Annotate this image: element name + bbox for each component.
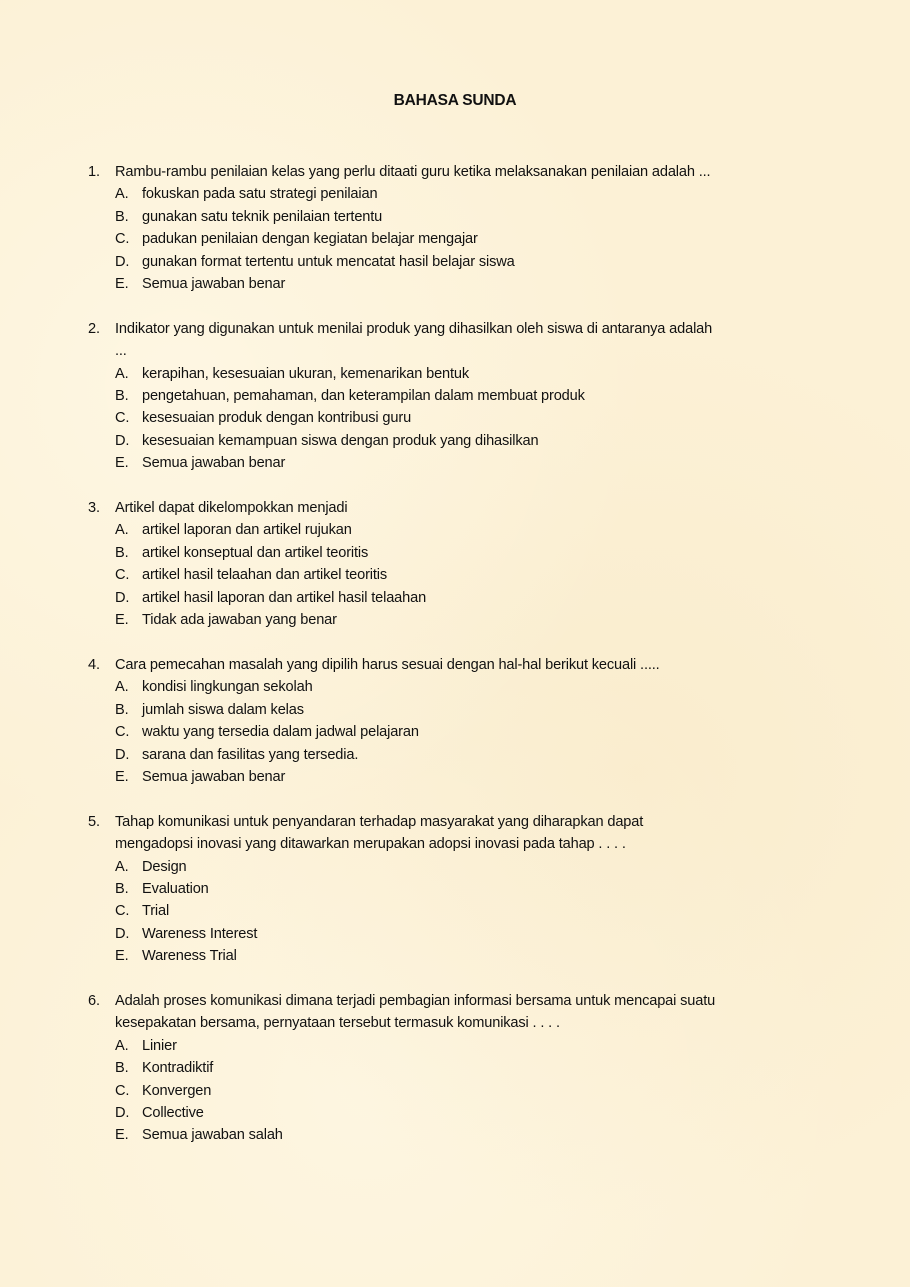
option-letter: B. <box>115 880 129 897</box>
question-3 <box>88 497 828 631</box>
option-letter: C. <box>115 567 130 584</box>
option-text: Evaluation <box>142 880 209 897</box>
answer-option <box>88 878 828 900</box>
option-text: waktu yang tersedia dalam jadwal pelajaran <box>142 724 419 741</box>
answer-option <box>88 1057 828 1079</box>
option-letter: D. <box>115 253 130 270</box>
question-number: 3. <box>88 500 100 517</box>
question-stem <box>88 990 828 1035</box>
question-stem <box>88 161 828 183</box>
option-text: Wareness Trial <box>142 948 237 965</box>
option-text: padukan penilaian dengan kegiatan belajar mengajar <box>142 231 478 248</box>
question-list <box>88 161 828 1169</box>
option-text: Tidak ada jawaban yang benar <box>142 612 337 629</box>
option-letter: B. <box>115 388 129 405</box>
option-letter: E. <box>115 276 129 293</box>
answer-option <box>88 1124 828 1146</box>
option-letter: D. <box>115 589 130 606</box>
answer-option <box>88 542 828 564</box>
question-2 <box>88 318 828 475</box>
option-letter: C. <box>115 1082 130 1099</box>
option-letter: E. <box>115 948 129 965</box>
option-text: artikel laporan dan artikel rujukan <box>142 522 352 539</box>
answer-option <box>88 945 828 967</box>
option-text: kesesuaian kemampuan siswa dengan produk yang dihasilkan <box>142 432 539 449</box>
option-text: Kontradiktif <box>142 1060 214 1077</box>
question-text-line: Adalah proses komunikasi dimana terjadi pembagian informasi bersama untuk mencapai suatu <box>115 992 716 1009</box>
option-text: Design <box>142 858 187 875</box>
answer-option <box>88 923 828 945</box>
option-text: Wareness Interest <box>142 925 258 942</box>
option-letter: A. <box>115 365 129 382</box>
answer-option <box>88 407 828 429</box>
question-text-line: Rambu-rambu penilaian kelas yang perlu ditaati guru ketika melaksanakan penilaian adalah ... <box>115 164 711 180</box>
answer-option <box>88 744 828 766</box>
document-title: BAHASA SUNDA <box>393 92 517 109</box>
option-text: pengetahuan, pemahaman, dan keterampilan dalam membuat produk <box>142 388 585 405</box>
option-text: gunakan format tertentu untuk mencatat hasil belajar siswa <box>142 253 515 270</box>
question-number: 4. <box>88 656 100 673</box>
option-text: artikel konseptual dan artikel teoritis <box>142 544 369 561</box>
option-letter: E. <box>115 455 129 472</box>
option-letter: E. <box>115 1127 129 1144</box>
question-text <box>115 318 712 363</box>
answer-option <box>88 228 828 250</box>
question-text <box>115 161 710 183</box>
option-letter: C. <box>115 724 130 741</box>
answer-option <box>88 206 828 228</box>
question-stem <box>88 318 828 363</box>
question-1 <box>88 161 828 295</box>
answer-option <box>88 676 828 698</box>
option-text: kerapihan, kesesuaian ukuran, kemenarikan bentuk <box>142 365 470 382</box>
answer-option <box>88 699 828 721</box>
answer-option <box>88 183 828 205</box>
option-letter: A. <box>115 858 129 875</box>
question-number: 5. <box>88 813 100 830</box>
option-text: Semua jawaban salah <box>142 1127 283 1144</box>
option-letter: D. <box>115 432 130 449</box>
option-text: fokuskan pada satu strategi penilaian <box>142 186 378 203</box>
option-letter: A. <box>115 522 129 539</box>
option-text: artikel hasil telaahan dan artikel teoritis <box>142 567 388 584</box>
answer-option <box>88 766 828 788</box>
option-text: sarana dan fasilitas yang tersedia. <box>142 746 359 763</box>
option-letter: A. <box>115 1037 129 1054</box>
option-text: artikel hasil laporan dan artikel hasil telaahan <box>142 589 427 606</box>
option-letter: A. <box>115 679 129 696</box>
question-text-line: mengadopsi inovasi yang ditawarkan merupakan adopsi inovasi pada tahap . . . . <box>115 836 626 853</box>
answer-option <box>88 385 828 407</box>
option-text: Collective <box>142 1104 204 1121</box>
answer-option <box>88 251 828 273</box>
option-text: Semua jawaban benar <box>142 455 286 472</box>
question-text-line: Indikator yang digunakan untuk menilai produk yang dihasilkan oleh siswa di antaranya adalah <box>115 320 713 337</box>
answer-option <box>88 587 828 609</box>
answer-option <box>88 564 828 586</box>
option-text: Konvergen <box>142 1082 212 1099</box>
question-number: 2. <box>88 320 100 337</box>
question-5 <box>88 811 828 968</box>
question-text <box>115 654 660 676</box>
question-stem <box>88 811 828 856</box>
option-text: kesesuaian produk dengan kontribusi guru <box>142 410 412 427</box>
question-text <box>115 811 643 856</box>
answer-option <box>88 273 828 295</box>
answer-option <box>88 721 828 743</box>
question-text-line: Cara pemecahan masalah yang dipilih harus sesuai dengan hal-hal berikut kecuali ..... <box>115 656 660 673</box>
question-stem <box>88 497 828 519</box>
option-letter: D. <box>115 746 130 763</box>
question-text <box>115 990 715 1035</box>
question-stem <box>88 654 828 676</box>
answer-option <box>88 1080 828 1102</box>
option-letter: C. <box>115 410 130 427</box>
option-letter: B. <box>115 1060 129 1077</box>
question-text <box>115 497 347 519</box>
answer-option <box>88 363 828 385</box>
question-4 <box>88 654 828 788</box>
answer-option <box>88 856 828 878</box>
option-letter: E. <box>115 768 129 785</box>
question-number: 1. <box>88 164 100 180</box>
answer-option <box>88 1035 828 1057</box>
answer-option <box>88 519 828 541</box>
option-letter: A. <box>115 186 129 203</box>
option-text: kondisi lingkungan sekolah <box>142 679 313 696</box>
option-letter: B. <box>115 701 129 718</box>
option-text: Trial <box>142 903 170 920</box>
option-text: gunakan satu teknik penilaian tertentu <box>142 208 383 225</box>
answer-option <box>88 430 828 452</box>
question-number: 6. <box>88 992 100 1009</box>
question-text-line: Artikel dapat dikelompokkan menjadi <box>115 500 348 517</box>
option-text: jumlah siswa dalam kelas <box>142 701 304 718</box>
answer-option <box>88 609 828 631</box>
question-text-line: kesepakatan bersama, pernyataan tersebut termasuk komunikasi . . . . <box>115 1015 560 1032</box>
option-letter: D. <box>115 1104 130 1121</box>
option-text: Linier <box>142 1037 177 1054</box>
option-text: Semua jawaban benar <box>142 276 286 293</box>
option-letter: C. <box>115 903 130 920</box>
option-letter: B. <box>115 208 129 225</box>
answer-option <box>88 1102 828 1124</box>
option-letter: E. <box>115 612 129 629</box>
answer-option <box>88 452 828 474</box>
question-6 <box>88 990 828 1147</box>
question-text-line: Tahap komunikasi untuk penyandaran terhadap masyarakat yang diharapkan dapat <box>115 813 644 830</box>
option-letter: B. <box>115 544 129 561</box>
answer-option <box>88 900 828 922</box>
option-letter: C. <box>115 231 130 248</box>
option-letter: D. <box>115 925 130 942</box>
question-text-line: ... <box>115 343 127 360</box>
option-text: Semua jawaban benar <box>142 768 286 785</box>
